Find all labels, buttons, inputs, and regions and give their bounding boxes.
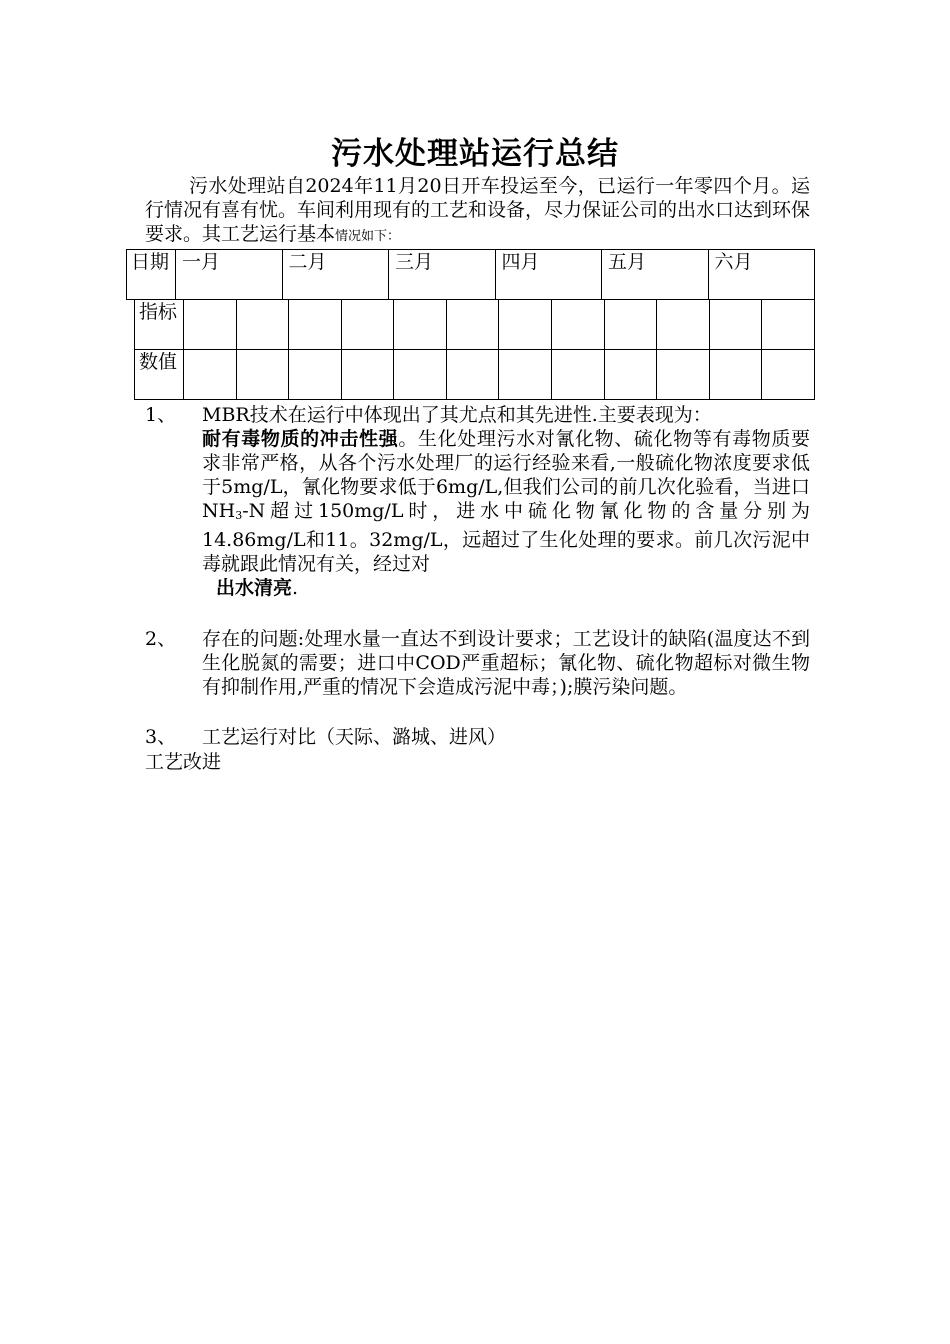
item-body [202,403,810,600]
data-cell [657,300,710,350]
data-cell [446,350,499,400]
index-label-cell: 指标 [135,300,184,350]
data-cell [552,300,605,350]
data-cell [289,300,342,350]
data-cell [184,300,237,350]
month-cell: 四月 [495,250,602,300]
data-cell [657,350,710,400]
data-cell [236,350,289,400]
month-cell: 六月 [708,250,815,300]
item-paragraph [202,427,810,576]
subscript: 3 [235,509,243,522]
item-body: 存在的问题:处理水量一直达不到设计要求；工艺设计的缺陷(温度达不到生化脱氮的需要；进口中COD严重超标；氰化物、硫化物超标对微生物有抑制作用,严重的情况下会造成污泥中毒；);膜污染问题。 [202,628,810,698]
item-text-a: 。生化处理污水对氰化物、硫化物等有毒物质要求非常严格，从各个污水处理厂的运行经验来看,一般硫化物浓度要求低于5mg/L，氰化物要求低于6mg/L,但我们公司的前几次化验看，当进口NH [202,428,810,522]
data-cell [499,300,552,350]
intro-paragraph [145,174,810,249]
data-cell [289,350,342,400]
list-item [145,403,810,600]
table-row [127,250,815,300]
data-cell [236,300,289,350]
data-cell [709,350,762,400]
item-text-b: -N超过150mg/L时，进水中硫化物氰化物的含量分别为14.86mg/L和11。32mg/L，远超过了生化处理的要求。前几次污泥中毒就跟此情况有关，经过对 [202,500,810,575]
data-cell [499,350,552,400]
month-header-table [126,249,815,300]
tail-punct: . [292,577,299,599]
list-item [145,627,810,699]
data-cell [341,350,394,400]
date-label-cell: 日期 [127,250,176,300]
month-cell: 二月 [282,250,389,300]
data-cell [446,300,499,350]
bold-tail: 出水清亮 [216,577,293,599]
data-cell [604,300,657,350]
data-cell [341,300,394,350]
data-cell [394,350,447,400]
data-cell [604,350,657,400]
data-cell [709,300,762,350]
data-cell [762,300,815,350]
intro-small-tail: 情况如下： [335,229,401,244]
item-body: 工艺运行对比（天际、潞城、进风） [202,726,507,748]
month-cell: 五月 [602,250,709,300]
data-table [134,299,815,400]
value-label-cell: 数值 [135,350,184,400]
item-number: 1、 [145,404,177,426]
data-cell [184,350,237,400]
item-number: 2、 [145,628,177,650]
month-cell: 一月 [176,250,283,300]
footer-line: 工艺改进 [145,751,222,773]
item-number: 3、 [145,726,177,748]
item-tail-line [202,576,810,600]
bold-lead: 耐有毒物质的冲击性强 [202,428,399,450]
data-cell [394,300,447,350]
month-cell: 三月 [389,250,496,300]
list-item [145,725,810,749]
data-cell [762,350,815,400]
item-first-line: MBR技术在运行中体现出了其尤点和其先进性.主要表现为： [202,404,712,426]
intro-text: 污水处理站自2024年11月20日开车投运至今，已运行一年零四个月。运行情况有喜有忧。车间利用现有的工艺和设备，尽力保证公司的出水口达到环保要求。其工艺运行基本 [145,175,811,245]
table-row [135,350,815,400]
document-title: 污水处理站运行总结 [331,136,619,172]
table-row [135,300,815,350]
data-cell [552,350,605,400]
